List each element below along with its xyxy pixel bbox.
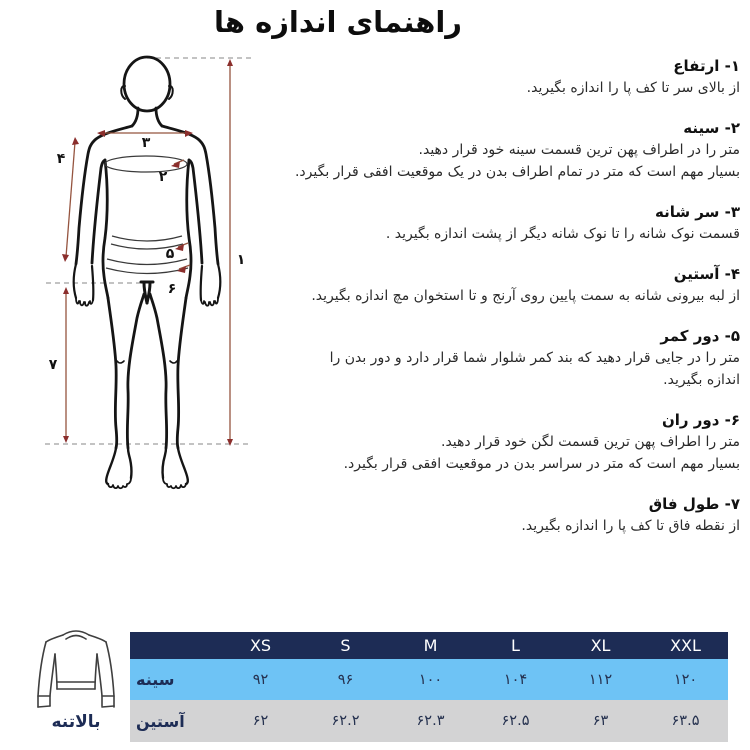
cuff-right [102, 696, 114, 707]
sleeve-value: ۶۲ [218, 700, 303, 742]
page-title: راهنمای اندازه ها [213, 5, 462, 39]
section-heading: ۴- آستین [673, 265, 740, 283]
body-measurement-diagram [30, 50, 270, 510]
label-6: ۶ [167, 281, 177, 297]
hip-girth-top [107, 259, 187, 265]
section-line: از نقطه فاق تا کف پا را اندازه بگیرید. [521, 518, 740, 534]
size-column-header: XS [218, 632, 303, 659]
section-line: متر را اطراف پهن ترین قسمت لگن خود قرار دهید. [441, 434, 740, 450]
hem-band [57, 682, 95, 689]
instruction-sections [278, 55, 740, 555]
label-1: ۱ [236, 252, 246, 268]
section-heading: ۱- ارتفاع [673, 57, 740, 75]
section-heading: ۶- دور ران [661, 411, 740, 429]
section-thigh [278, 409, 740, 475]
section-heading: ۷- طول فاق [648, 495, 740, 513]
section-line: از بالای سر تا کف پا را اندازه بگیرید. [526, 80, 740, 96]
figure-right-half [150, 108, 220, 488]
section-line: متر را در اطراف پهن ترین قسمت سینه خود قرار دهید. [418, 142, 740, 158]
sweatshirt-icon [30, 626, 122, 718]
section-line: اندازه بگیرید. [663, 372, 740, 388]
human-figure-outline [74, 57, 221, 488]
knee-mark-left [117, 361, 124, 363]
section-waist [278, 325, 740, 391]
cuff-left [38, 696, 50, 707]
section-line: قسمت نوک شانه را تا نوک شانه دیگر از پشت اندازه بگیرید . [385, 226, 740, 242]
section-sleeve [278, 263, 740, 307]
collar-band [66, 636, 86, 640]
size-column-header: M [388, 632, 473, 659]
label-3: ۳ [141, 135, 151, 151]
sleeve-right-outer [106, 642, 114, 707]
section-chest [278, 117, 740, 183]
section-crotch-length [278, 493, 740, 537]
sleeve-arrow-line [66, 142, 75, 257]
size-column-header: XXL [643, 632, 728, 659]
section-line: متر را در جایی قرار دهید که بند کمر شلوار شما قرار دارد و دور بدن را [329, 350, 740, 366]
section-line: بسیار مهم است که متر در تمام اطراف بدن در یک موقعیت افقی قرار بگیرد. [294, 164, 740, 180]
label-2: ۲ [158, 169, 168, 185]
sleeve-value: ۶۳ [558, 700, 643, 742]
knee-mark-right [170, 361, 177, 363]
sleeve-right-inner [97, 654, 102, 706]
figure-left-half [74, 108, 144, 488]
size-column-header: L [473, 632, 558, 659]
head-outline [124, 57, 170, 111]
section-heading: ۲- سینه [683, 119, 740, 137]
sleeve-value: ۶۲.۲ [303, 700, 388, 742]
chest-value: ۱۱۲ [558, 659, 643, 700]
sleeve-value: ۶۲.۳ [388, 700, 473, 742]
row-label-chest: سینه [130, 659, 218, 700]
section-line: از لبه بیرونی شانه به سمت پایین روی آرنج و تا استخوان مچ اندازه بگیرید. [311, 288, 740, 304]
sleeve-value: ۶۲.۵ [473, 700, 558, 742]
section-heading: ۳- سر شانه [654, 203, 740, 221]
garment-label: بالاتنه [51, 712, 101, 732]
size-table [130, 632, 728, 742]
section-shoulder [278, 201, 740, 245]
sleeve-value: ۶۳.۵ [643, 700, 728, 742]
row-label-sleeve: آستین [130, 700, 218, 742]
sleeve-left-outer [38, 642, 46, 707]
collar-outer [63, 631, 89, 635]
hip-girth-bottom [106, 268, 188, 274]
label-5: ۵ [165, 246, 175, 262]
chest-value: ۹۶ [303, 659, 388, 700]
size-table-corner-cell [130, 632, 218, 659]
body-left [55, 654, 57, 689]
label-7: ۷ [48, 357, 58, 373]
chest-value: ۱۰۰ [388, 659, 473, 700]
girth-lines [105, 156, 188, 274]
chest-value: ۱۰۴ [473, 659, 558, 700]
size-column-header: XL [558, 632, 643, 659]
section-heading: ۵- دور کمر [660, 327, 740, 345]
label-4: ۴ [56, 151, 66, 167]
sleeve-left-inner [50, 654, 55, 706]
waist-girth-top [112, 236, 182, 241]
section-height [278, 55, 740, 99]
chest-value: ۹۲ [218, 659, 303, 700]
section-line: بسیار مهم است که متر در سراسر بدن در موقعیت افقی قرار بگیرد. [343, 456, 740, 472]
size-column-header: S [303, 632, 388, 659]
body-right [95, 654, 97, 689]
chest-value: ۱۲۰ [643, 659, 728, 700]
measurement-arrows [62, 59, 233, 446]
